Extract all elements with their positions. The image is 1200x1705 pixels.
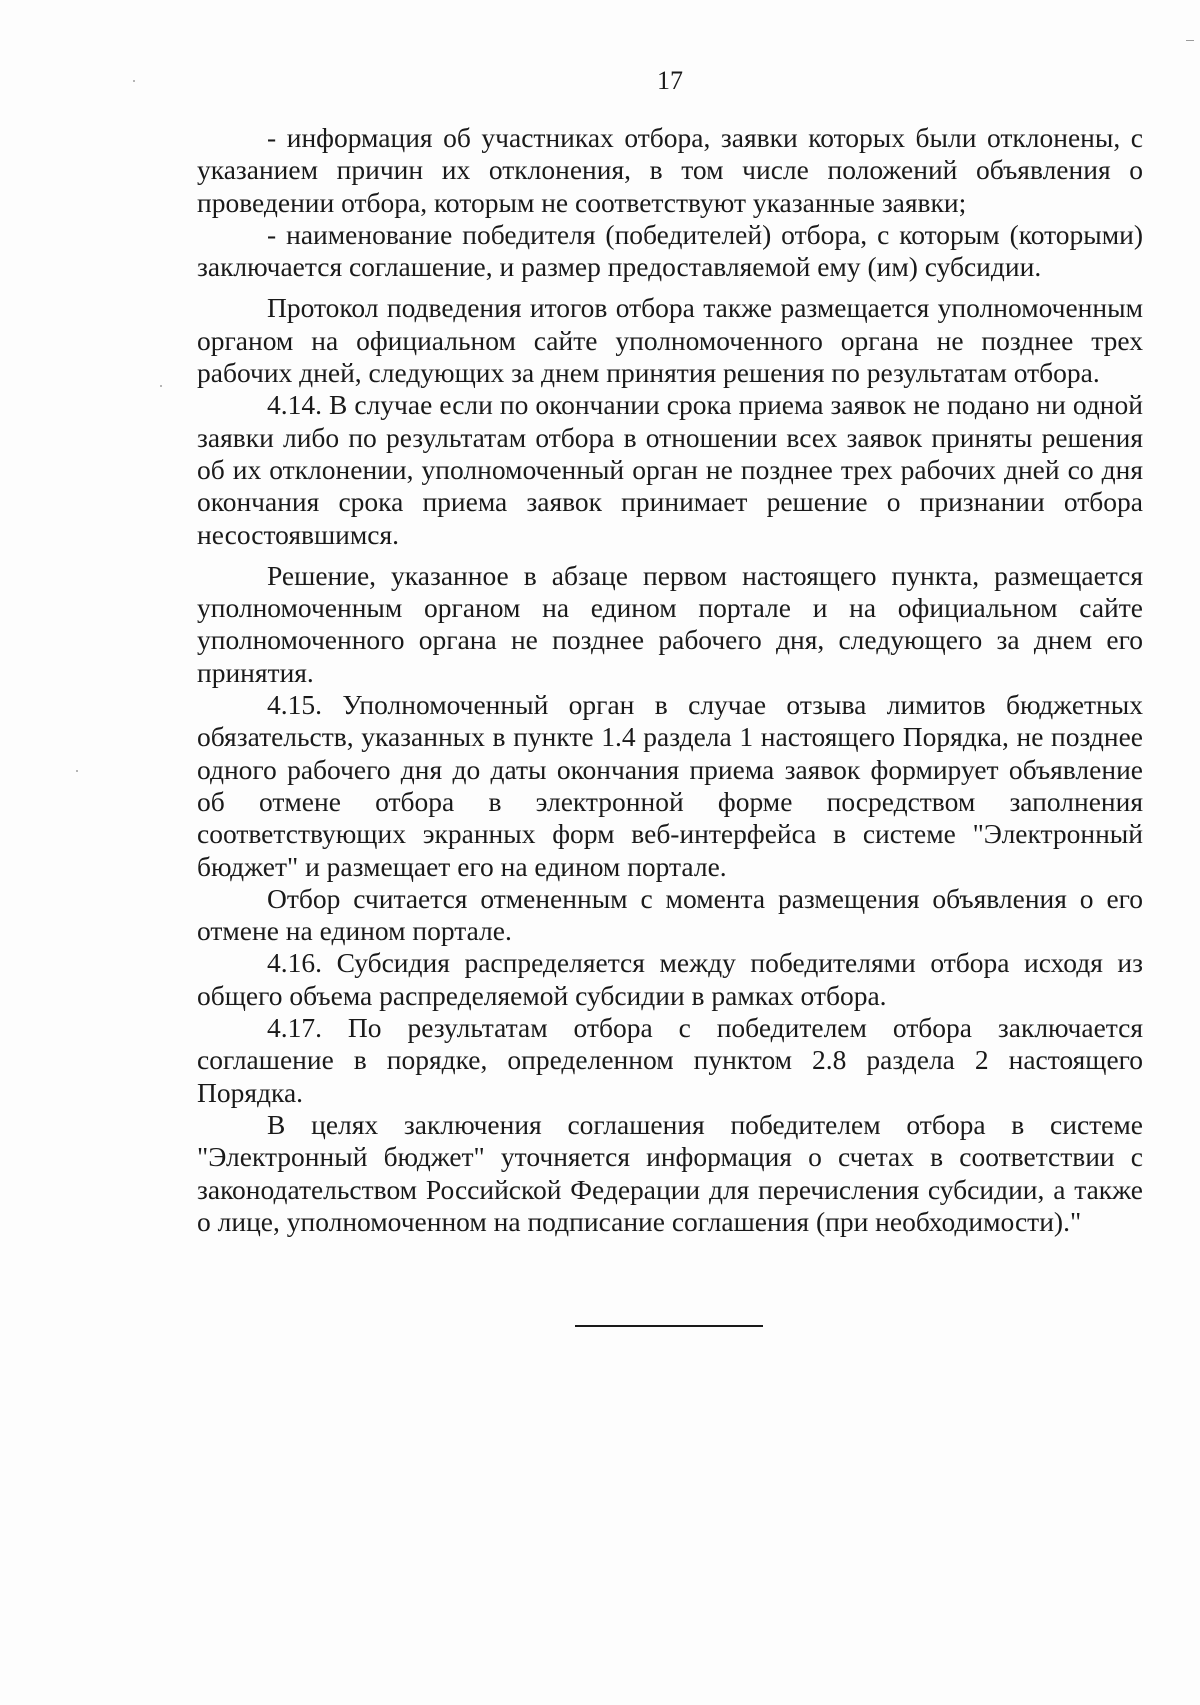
scan-artifact <box>160 385 162 387</box>
paragraph-selection-cancelled: Отбор считается отмененным с момента размещения объявления о его отмене на едином портале. <box>197 882 1143 947</box>
end-of-text-rule <box>575 1325 763 1327</box>
paragraph-agreement-details: В целях заключения соглашения победителем отбора в системе "Электронный бюджет" уточняется информация о счетах в соответствии с законодательством Российской Федерации для перечисления субсидии, а также о лице, уполномоченном на подписание соглашения (при необходимости)." <box>197 1108 1143 1237</box>
document-body <box>197 122 1143 1238</box>
paragraph-winner-name: - наименование победителя (победителей) отбора, с которым (которыми) заключается соглашение, и размер предоставляемой ему (им) субсидии. <box>197 218 1143 283</box>
paragraph-4-17: 4.17. По результатам отбора с победителем отбора заключается соглашение в порядке, определенном пунктом 2.8 раздела 2 настоящего Порядка. <box>197 1012 1143 1108</box>
paragraph-4-14: 4.14. В случае если по окончании срока приема заявок не подано ни одной заявки либо по результатам отбора в отношении всех заявок приняты решения об их отклонении, уполномоченный орган не позднее трех рабочих дней со дня окончания срока приема заявок принимает решение о признании отбора несостоявшимся. <box>197 389 1143 550</box>
scan-artifact <box>1186 40 1194 41</box>
paragraph-decision-publication: Решение, указанное в абзаце первом настоящего пункта, размещается уполномоченным органом на едином портале и на официальном сайте уполномоченного органа не позднее рабочего дня, следующего за днем его принятия. <box>197 559 1143 688</box>
paragraph-rejected-participants: - информация об участниках отбора, заявки которых были отклонены, с указанием причин их отклонения, в том числе положений объявления о проведении отбора, которым не соответствуют указанные заявки; <box>197 122 1143 218</box>
scan-artifact <box>76 770 78 772</box>
page-number: 17 <box>657 66 683 95</box>
paragraph-4-16: 4.16. Субсидия распределяется между победителями отбора исходя из общего объема распределяемой субсидии в рамках отбора. <box>197 947 1143 1011</box>
paragraph-4-15: 4.15. Уполномоченный орган в случае отзыва лимитов бюджетных обязательств, указанных в пункте 1.4 раздела 1 настоящего Порядка, не позднее одного рабочего дня до даты окончания приема заявок формирует объявление об отмене отбора в электронной форме посредством заполнения соответствующих экранных форм веб-интерфейса в системе "Электронный бюджет" и размещает его на едином портале. <box>197 689 1143 882</box>
paragraph-protocol-publication: Протокол подведения итогов отбора также размещается уполномоченным органом на официальном сайте уполномоченного органа не позднее трех рабочих дней, следующих за днем принятия решения по результатам отбора. <box>197 292 1143 389</box>
